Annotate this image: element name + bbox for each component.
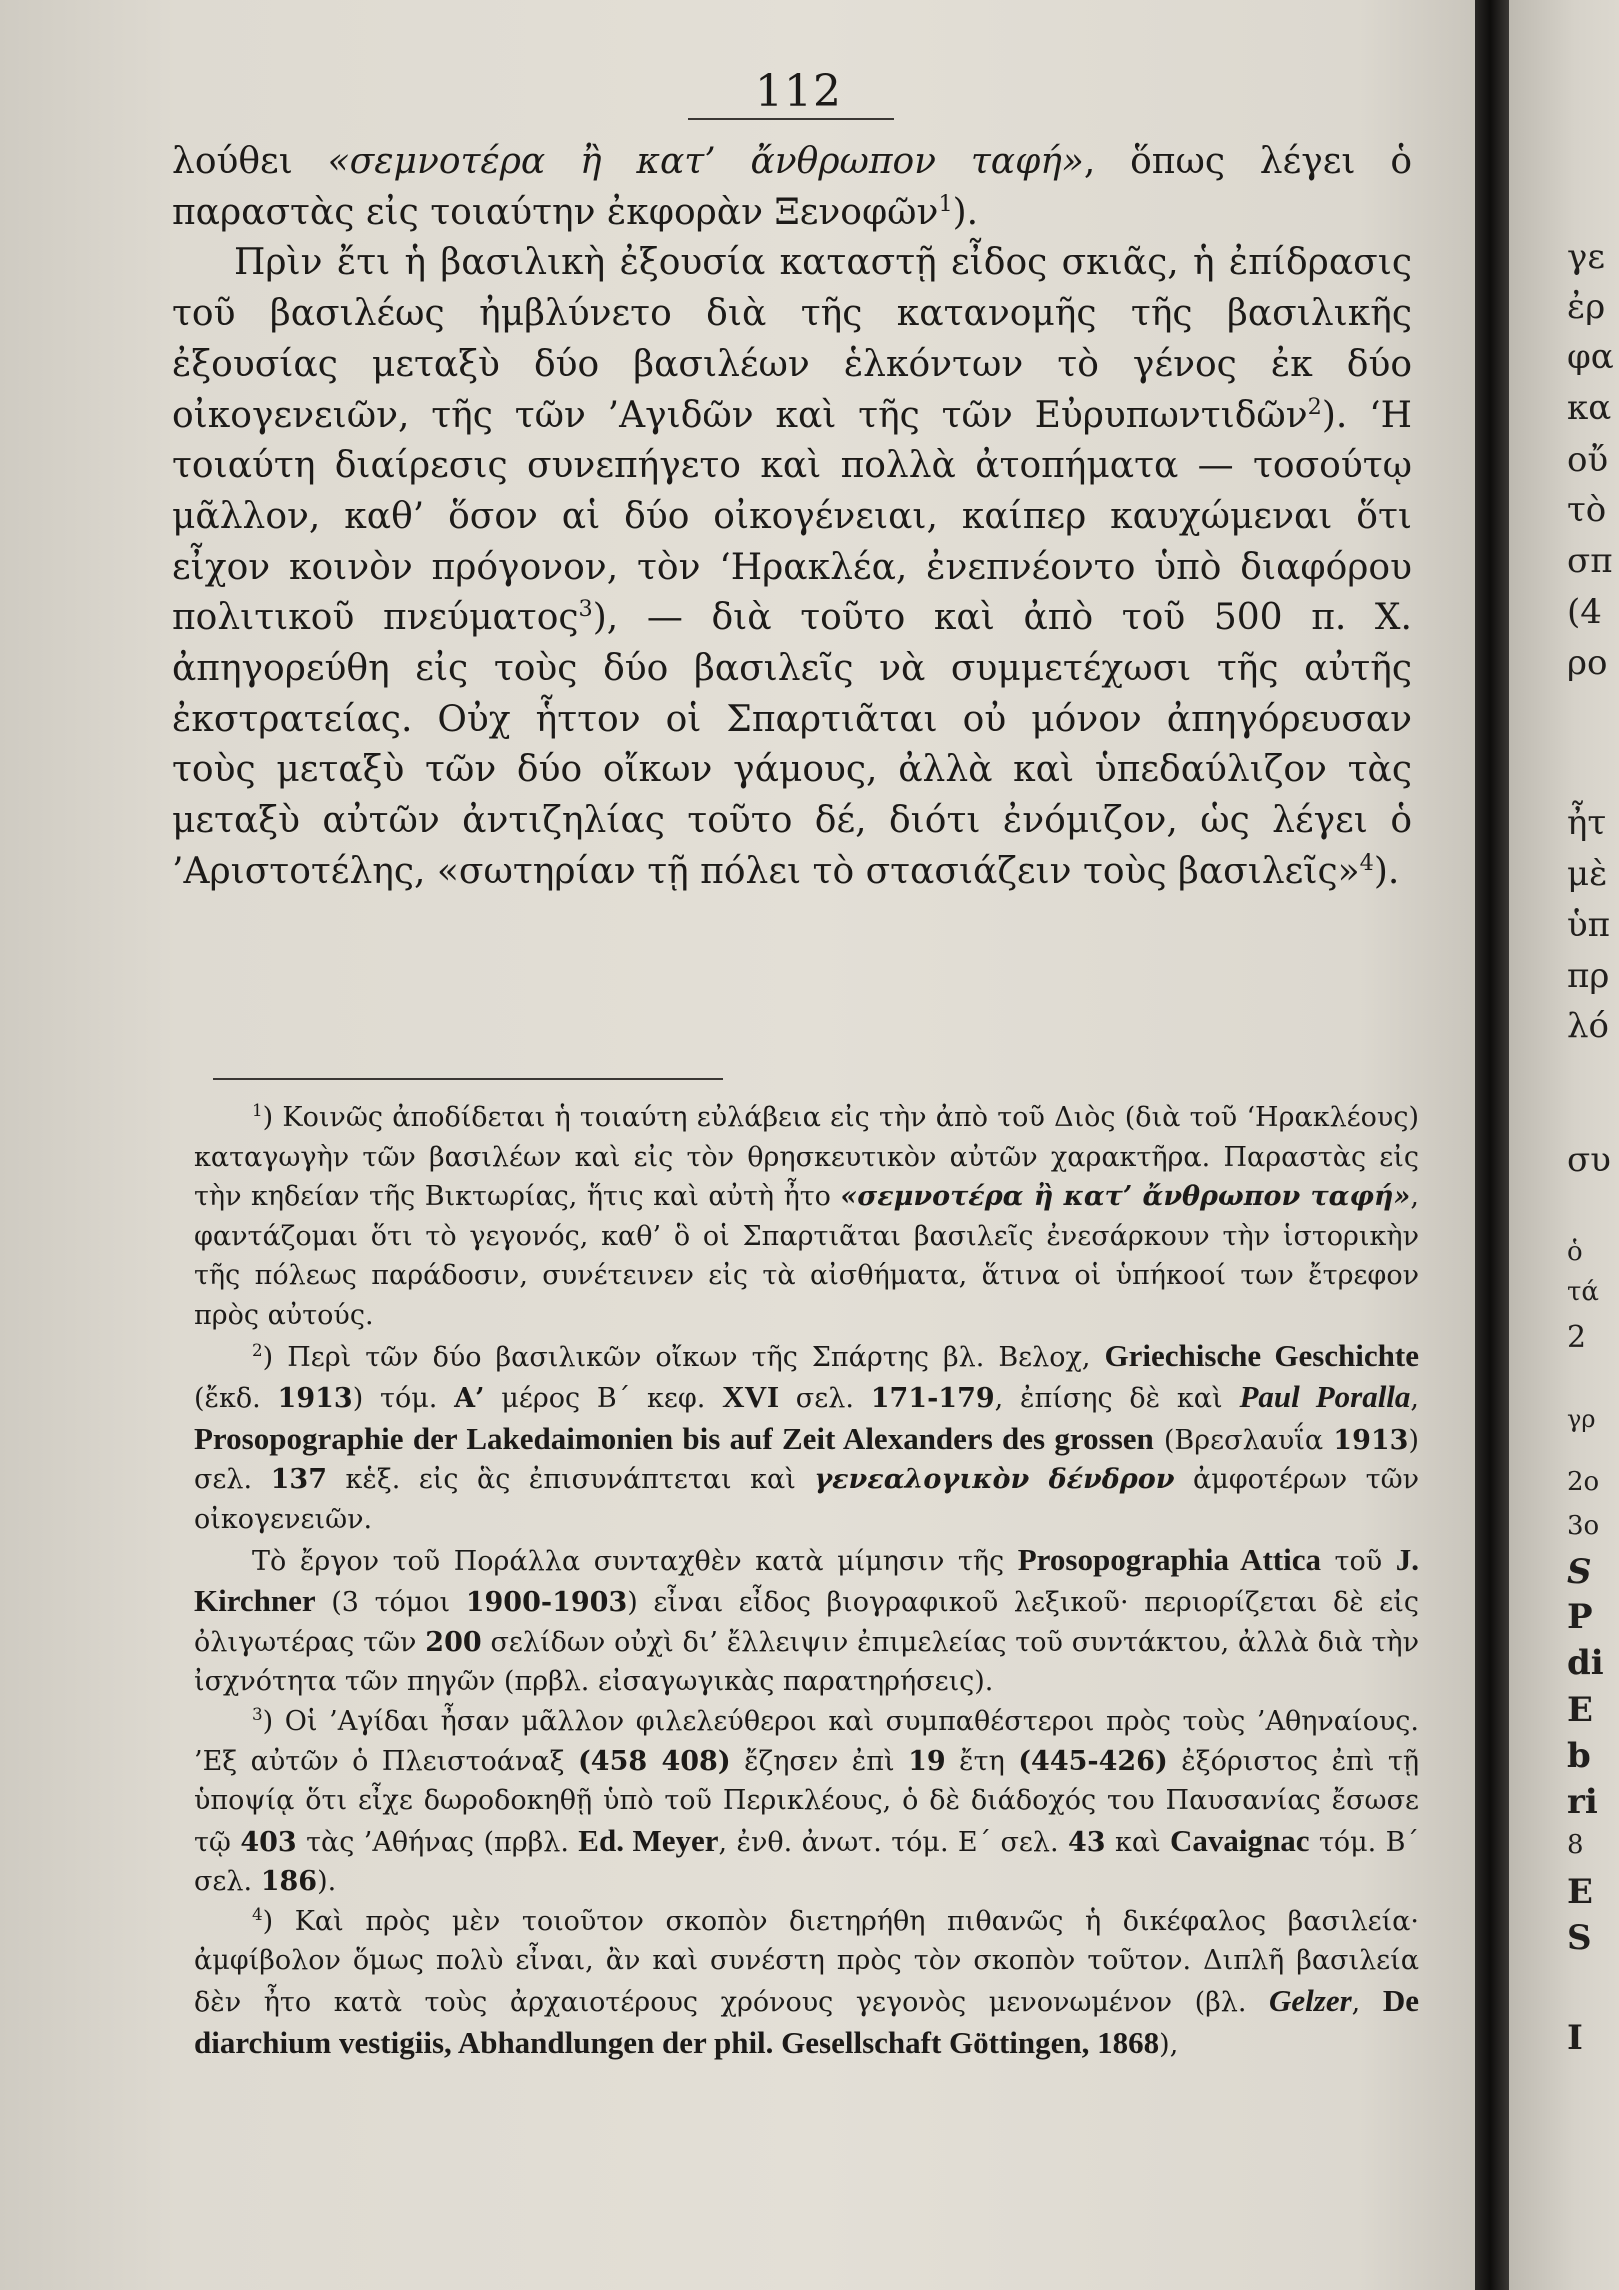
adjacent-fragment: γε	[1567, 237, 1605, 277]
adjacent-fragment: ρο	[1567, 643, 1608, 683]
adjacent-fragment: ri	[1567, 1782, 1598, 1822]
quote-emphasis: «σεμνοτέρα ἢ κατ’ ἄνθρωπον ταφή»	[327, 141, 1084, 182]
adjacent-fragment: πρ	[1567, 956, 1610, 996]
footnote-1: $^1$) Κοινῶς ἀποδίδεται ἡ τοιαύτη εὐλάβεια εἰς τὴν ἀπὸ τοῦ Διὸς (διὰ τοῦ ‘Ηρακλέους) καταγωγὴν τῶν βασιλέων καὶ εἰς τὸν θρησκευτικὸν αὐτῶν χαρακτῆρα. Παραστὰς εἰς τὴν κηδείαν τῆς Βικτωρίας, ἥτις καὶ αὐτὴ ἦτο «σεμνοτέρα ἢ κατ’ ἄνθρωπον ταφή», φαντάζομαι ὅτι τὸ γεγονός, καθ’ ὃ οἱ Σπαρτιᾶται βασιλεῖς ἐνεσάρκουν τὴν ἱστορικὴν τῆς πόλεως παράδοσιν, συνέτεινεν εἰς τὰ αἰσθήματα, ἅτινα οἱ ὑπήκοοί των ἔτρεφον πρὸς αὐτούς.	[194, 1100, 1419, 1331]
footnotes	[194, 1098, 1419, 2064]
adjacent-fragment: ἐρ	[1567, 287, 1606, 327]
adjacent-fragment: οὔ	[1567, 440, 1609, 480]
adjacent-fragment: di	[1567, 1643, 1604, 1683]
adjacent-fragment: σπ	[1567, 541, 1613, 581]
footnote-4: $^4$) Καὶ πρὸς μὲν τοιοῦτον σκοπὸν διετηρήθη πιθανῶς ἡ δικέφαλος βασιλεία· ἀμφίβολον ὅμως πολὺ εἶναι, ἂν καὶ συνέστη πρὸς τὸν σκοπὸν τοῦτον. Διπλῆ βασιλεία δὲν ἦτο κατὰ τοὺς ἀρχαιοτέρους χρόνους γεγονὸς μενονωμένον (βλ. Gelzer, De diarchium vestigiis, Abhandlungen der phil. Gesellschaft Göttingen, 1868),	[194, 1903, 1419, 2060]
adjacent-fragment: (4	[1567, 592, 1602, 632]
adjacent-fragment: κα	[1567, 388, 1612, 428]
adjacent-fragment: φα	[1567, 337, 1614, 377]
paragraph-2: Πρὶν ἔτι ἡ βασιλικὴ ἐξουσία καταστῇ εἶδος σκιᾶς, ἡ ἐπίδρασις τοῦ βασιλέως ἠμβλύνετο διὰ τῆς κατανομῆς τῆς βασιλικῆς ἐξουσίας μεταξὺ δύο βασιλέων ἑλκόντων τὸ γένος ἐκ δύο οἰκογενειῶν, τῆς τῶν ’Αγιδῶν καὶ τῆς τῶν Εὐρυπωντιδῶν$^2$). ‘Η τοιαύτη διαίρεσις συνεπήγετο καὶ πολλὰ ἀτοπήματα — τοσούτῳ μᾶλλον, καθ’ ὅσον αἱ δύο οἰκογένειαι, καίπερ καυχώμεναι ὅτι εἶχον κοινὸν πρόγονον, τὸν ‘Ηρακλέα, ἐνεπνέοντο ὑπὸ διαφόρου πολιτικοῦ πνεύματος$^3$), — διὰ τοῦτο καὶ ἀπὸ τοῦ 500 π. Χ. ἀπηγορεύθη εἰς τοὺς δύο βασιλεῖς νὰ συμμετέχωσι τῆς αὐτῆς ἐκστρατείας. Οὐχ ἧττον οἱ Σπαρτιᾶται οὐ μόνον ἀπηγόρευσαν τοὺς μεταξὺ τῶν δύο οἴκων γάμους, ἀλλὰ καὶ ὑπεδαύλιζον τὰς μεταξὺ αὐτῶν ἀντιζηλίας τοῦτο δέ, διότι ἐνόμιζον, ὡς λέγει ὁ ’Αριστοτέλης, «σωτηρίαν τῇ πόλει τὸ στασιάζειν τοὺς βασιλεῖς»$^4$).	[172, 242, 1412, 892]
adjacent-fragment: συ	[1567, 1140, 1611, 1180]
header-rule	[688, 118, 894, 120]
footnote-rule	[213, 1078, 723, 1080]
adjacent-fragment: μὲ	[1567, 854, 1608, 894]
adjacent-fragment: ὁ	[1567, 1237, 1583, 1267]
footnote-ref-4: 4	[1359, 849, 1374, 876]
footnote-ref-3: 3	[578, 596, 593, 623]
adjacent-fragment: E	[1567, 1872, 1593, 1912]
adjacent-page-edge	[1509, 0, 1619, 2290]
adjacent-fragment: γρ	[1567, 1405, 1596, 1433]
adjacent-fragment: E	[1567, 1690, 1593, 1730]
adjacent-fragment: ὑπ	[1567, 905, 1611, 945]
adjacent-fragment: b	[1567, 1736, 1591, 1776]
adjacent-fragment: λό	[1567, 1006, 1610, 1046]
footnote-2: $^2$) Περὶ τῶν δύο βασιλικῶν οἴκων τῆς Σπάρτης βλ. Βελοχ, Griechische Geschichte (ἔκδ. 1913) τόμ. Α’ μέρος Β΄ κεφ. XVI σελ. 171-179, ἐπίσης δὲ καὶ Paul Poralla, Prosopographie der Lakedaimonien bis auf Zeit Alexanders des grossen (Βρεσλαυΐα 1913) σελ. 137 κἑξ. εἰς ἃς ἐπισυνάπτεται καὶ γενεαλογικὸν δένδρον ἀμφοτέρων τῶν οἰκογενειῶν.	[194, 1337, 1420, 1535]
footnote-3: $^3$) Οἱ ’Αγίδαι ἦσαν μᾶλλον φιλελεύθεροι καὶ συμπαθέστεροι πρὸς τοὺς ’Αθηναίους. ’Εξ αὐτῶν ὁ Πλειστοάναξ (458 408) ἔζησεν ἐπὶ 19 ἔτη (445-426) ἐξόριστος ἐπὶ τῇ ὑποψίᾳ ὅτι εἶχε δωροδοκηθῇ ὑπὸ τοῦ Περικλέους, ὁ δὲ διάδοχός του Παυσανίας ἔσωσε τῷ 403 τὰς ’Αθήνας (πρβλ. Ed. Meyer, ἐνθ. ἀνωτ. τόμ. Ε΄ σελ. 43 καὶ Cavaignac τόμ. Β΄ σελ. 186).	[194, 1703, 1419, 1898]
adjacent-fragment: I	[1567, 2018, 1583, 2058]
footnote-ref-2: 2	[1307, 393, 1322, 420]
adjacent-fragment: ἦτ	[1567, 803, 1607, 843]
adjacent-fragment: S	[1567, 1552, 1592, 1592]
adjacent-fragment: P	[1567, 1597, 1593, 1637]
footnote-ref-1: 1	[938, 190, 953, 217]
adjacent-fragment: 2ο	[1567, 1467, 1600, 1497]
adjacent-fragment: 2	[1567, 1320, 1587, 1355]
adjacent-fragment: 3ο	[1567, 1511, 1600, 1541]
adjacent-fragment: S	[1567, 1918, 1592, 1958]
footnote-2-continued: Τὸ ἔργον τοῦ Ποράλλα συνταχθὲν κατὰ μίμησιν τῆς Prosopographia Attica τοῦ J. Kirchner (3 τόμοι 1900-1903) εἶναι εἶδος βιογραφικοῦ λεξικοῦ· περιορίζεται δὲ εἰς ὀλιγωτέρας τῶν 200 σελίδων οὐχὶ δι’ ἔλλειψιν ἐπιμελείας τοῦ συντάκτου, ἀλλὰ διὰ τὴν ἰσχνότητα τῶν πηγῶν (πρβλ. εἰσαγωγικὰς παρατηρήσεις).	[194, 1541, 1419, 1698]
adjacent-fragment: 8	[1567, 1830, 1584, 1860]
adjacent-fragment: τά	[1567, 1277, 1599, 1307]
page-number: 112	[755, 66, 842, 117]
book-gutter	[1475, 0, 1509, 2290]
paragraph-1: λούθει «σεμνοτέρα ἢ κατ’ ἄνθρωπον ταφή», ὅπως λέγει ὁ παραστὰς εἰς τοιαύτην ἐκφορὰν Ξενοφῶν$^1$).	[172, 141, 1413, 233]
main-text	[172, 137, 1412, 898]
adjacent-fragment: τὸ	[1567, 490, 1607, 530]
